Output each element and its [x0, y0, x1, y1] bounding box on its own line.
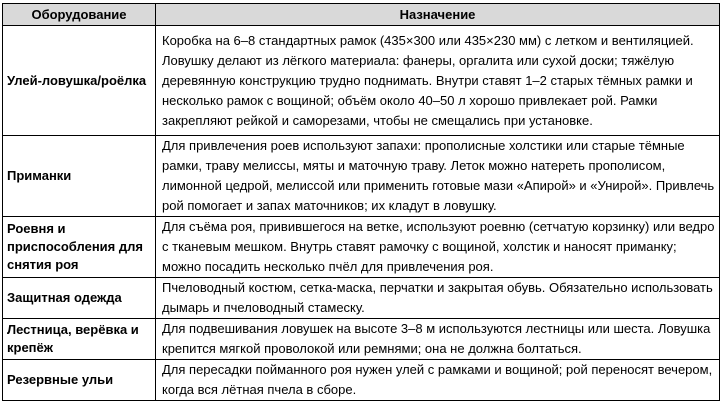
purpose-cell: Для подвешивания ловушек на высоте 3–8 м используются лестницы или шеста. Ловушка крепится мягкой проволокой или ремнями; она не должна болтаться.: [156, 319, 720, 360]
equipment-cell: Лестница, верёвка и крепёж: [3, 319, 156, 360]
purpose-cell: Для пересадки пойманного роя нужен улей с рамками и вощиной; рой переносят вечером, когда вся лётная пчела в сборе.: [156, 360, 720, 401]
equipment-cell: Защитная одежда: [3, 278, 156, 319]
table-row: [3, 319, 720, 360]
purpose-cell: Коробка на 6–8 стандартных рамок (435×300 или 435×230 мм) с летком и вентиляцией. Ловушку делают из лёгкого материала: фанеры, оргалита или сухой доски; тяжёлую деревянную конструкцию трудно поднимать. Внутри ставят 1–2 старых тёмных рамки и несколько рамок с вощиной; объём около 40–50 л хорошо привлекает рой. Рамки закрепляют рейкой и саморезами, чтобы не смещались при установке.: [156, 26, 720, 136]
header-purpose: Назначение: [156, 4, 720, 26]
table-row: [3, 26, 720, 136]
table-row: [3, 136, 720, 217]
table-row: [3, 278, 720, 319]
equipment-cell: Улей-ловушка/роёлка: [3, 26, 156, 136]
table-body: [3, 26, 720, 401]
table-header: [3, 4, 720, 26]
purpose-cell: Для привлечения роев используют запахи: прополисные холстики или старые тёмные рамки, траву мелиссы, мяты и маточную траву. Леток можно натереть прополисом, лимонной цедрой, мелиссой или применить готовые мази «Апирой» и «Унирой». Привлечь рой помогает и запах маточников; их кладут в ловушку.: [156, 136, 720, 217]
equipment-cell: Роевня и приспособления для снятия роя: [3, 217, 156, 278]
equipment-cell: Приманки: [3, 136, 156, 217]
table-row: [3, 360, 720, 401]
table-row: [3, 217, 720, 278]
header-row: [3, 4, 720, 26]
purpose-cell: Пчеловодный костюм, сетка-маска, перчатки и закрытая обувь. Обязательно использовать дымарь и пчеловодный стамеску.: [156, 278, 720, 319]
equipment-table: [2, 3, 720, 401]
header-equipment: Оборудование: [3, 4, 156, 26]
equipment-cell: Резервные ульи: [3, 360, 156, 401]
purpose-cell: Для съёма роя, привившегося на ветке, используют роевню (сетчатую корзинку) или ведро с тканевым мешком. Внутрь ставят рамочку с вощиной, холстик и наносят приманку; можно посадить несколько пчёл для привлечения роя.: [156, 217, 720, 278]
